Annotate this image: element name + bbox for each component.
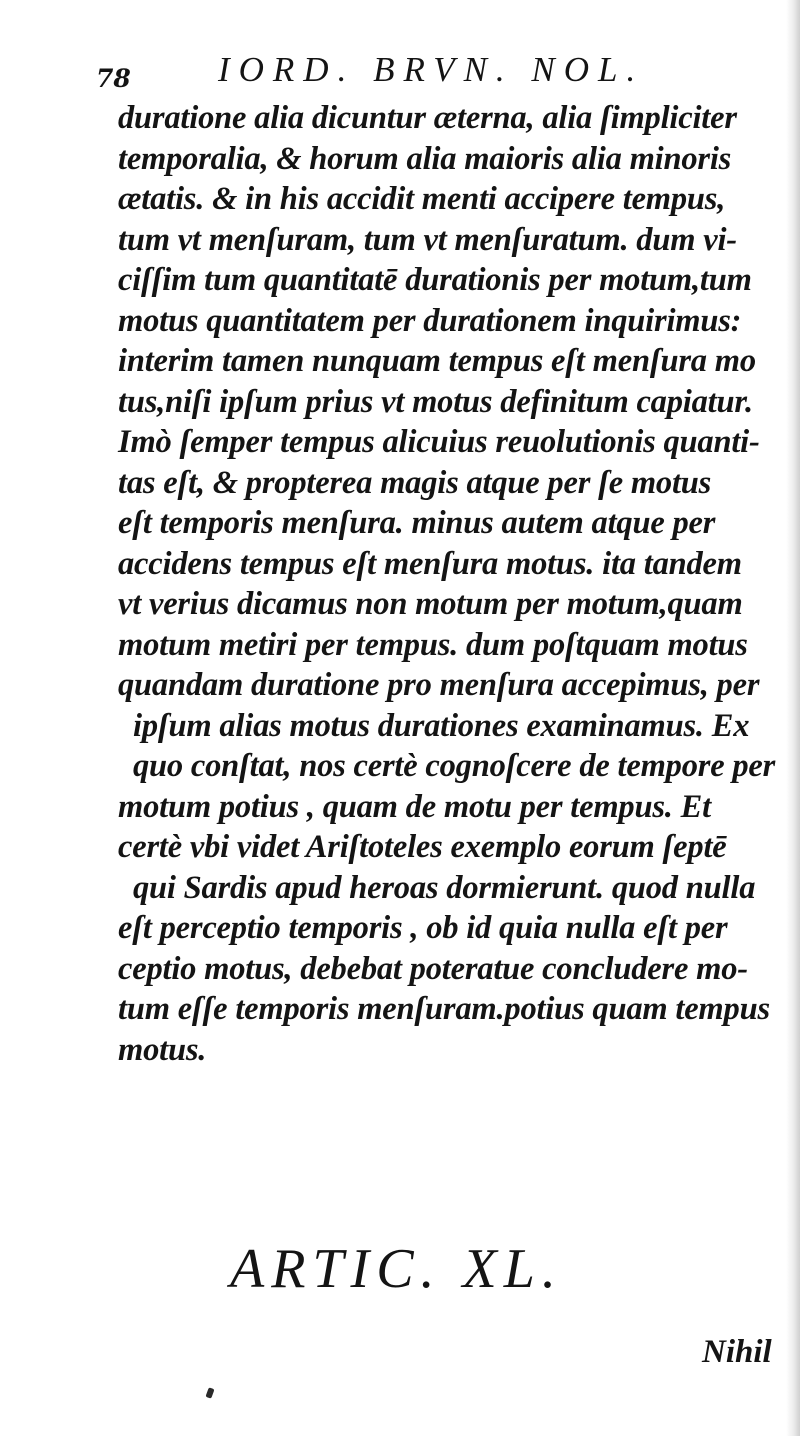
text-line: temporalia, & horum alia maioris alia minoris bbox=[118, 140, 732, 177]
text-line: motum metiri per tempus. dum poſtquam motus bbox=[118, 626, 748, 663]
running-head bbox=[96, 50, 696, 93]
text-line: eſt perceptio temporis , ob id quia nulla eſt per bbox=[118, 910, 728, 946]
text-line: quo conſtat, nos certè cognoſcere de tempore per bbox=[133, 748, 776, 784]
text-line: certè vbi videt Ariſtoteles exemplo eorum ſeptē bbox=[118, 829, 727, 865]
page-number: 78 bbox=[96, 64, 131, 93]
header-title: IORD. BRVN. NOL. bbox=[218, 50, 645, 89]
text-line: motum potius , quam de motu per tempus. Et bbox=[118, 788, 711, 825]
text-line: quandam duratione pro menſura accepimus, per bbox=[118, 667, 760, 703]
text-line: motus. bbox=[118, 1031, 207, 1068]
text-line: eſt temporis menſura. minus autem atque per bbox=[118, 505, 716, 541]
text-line: ipſum alias motus durationes examinamus. Ex bbox=[133, 707, 750, 744]
ink-mark bbox=[205, 1387, 214, 1398]
text-line: tum eſſe temporis menſuram.potius quam tempus bbox=[118, 991, 770, 1027]
text-line: tus,niſi ipſum prius vt motus definitum capiatur. bbox=[118, 383, 753, 420]
text-line: Imò ſemper tempus alicuius reuolutionis quanti- bbox=[118, 424, 760, 460]
text-line: qui Sardis apud heroas dormierunt. quod nulla bbox=[133, 869, 756, 906]
page-edge-shadow bbox=[786, 0, 800, 1436]
text-line: tum vt menſuram, tum vt menſuratum. dum vi- bbox=[118, 221, 737, 258]
text-line: tas eſt, & propterea magis atque per ſe motus bbox=[118, 464, 712, 501]
text-line: interim tamen nunquam tempus eſt menſura mo bbox=[118, 343, 756, 379]
article-heading: ARTIC. XL. bbox=[230, 1238, 563, 1300]
body-text bbox=[118, 98, 778, 1070]
text-line: accidens tempus eſt menſura motus. ita tandem bbox=[118, 545, 742, 582]
text-line: vt verius dicamus non motum per motum,quam bbox=[118, 586, 743, 622]
text-line: duratione alia dicuntur æterna, alia ſimpliciter bbox=[118, 100, 737, 136]
text-line: ceptio motus, debebat poteratue concludere mo- bbox=[118, 950, 748, 987]
text-line: ætatis. & in his accidit menti accipere tempus, bbox=[118, 181, 726, 217]
text-line: ciſſim tum quantitatē durationis per motum,tum bbox=[118, 262, 752, 298]
text-line: motus quantitatem per durationem inquirimus: bbox=[118, 302, 742, 339]
catchword: Nihil bbox=[702, 1334, 772, 1370]
